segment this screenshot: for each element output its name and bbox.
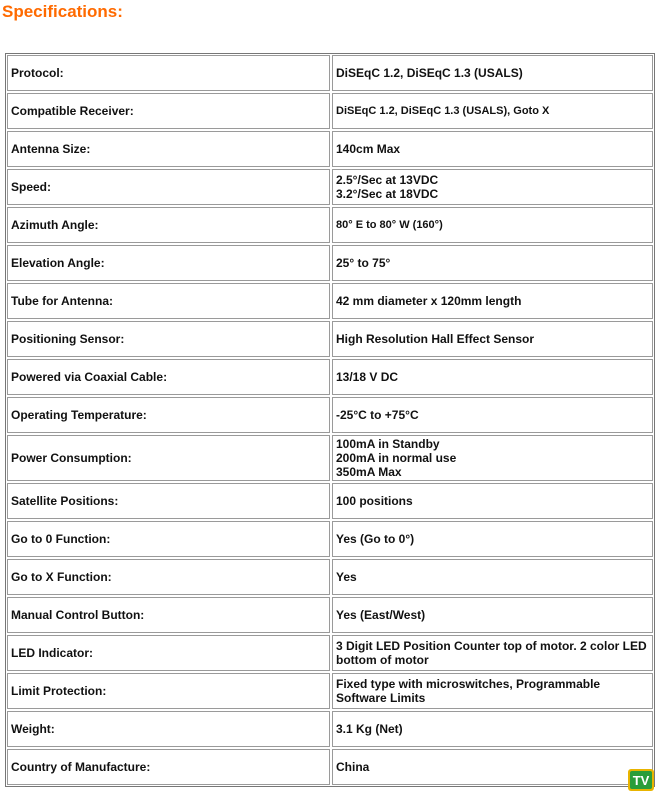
table-row bbox=[7, 283, 653, 319]
spec-label: Powered via Coaxial Cable: bbox=[7, 359, 330, 395]
spec-label: Protocol: bbox=[7, 55, 330, 91]
spec-label: Country of Manufacture: bbox=[7, 749, 330, 785]
table-row bbox=[7, 397, 653, 433]
table-row bbox=[7, 635, 653, 671]
spec-value: Yes bbox=[332, 559, 653, 595]
spec-label: Antenna Size: bbox=[7, 131, 330, 167]
spec-label: Azimuth Angle: bbox=[7, 207, 330, 243]
spec-label: LED Indicator: bbox=[7, 635, 330, 671]
tv-logo-watermark bbox=[627, 768, 655, 792]
spec-label: Operating Temperature: bbox=[7, 397, 330, 433]
spec-value: Fixed type with microswitches, Programmable Software Limits bbox=[332, 673, 653, 709]
spec-value: High Resolution Hall Effect Sensor bbox=[332, 321, 653, 357]
spec-label: Weight: bbox=[7, 711, 330, 747]
spec-value: Yes (Go to 0°) bbox=[332, 521, 653, 557]
spec-value: 3.1 Kg (Net) bbox=[332, 711, 653, 747]
spec-label: Tube for Antenna: bbox=[7, 283, 330, 319]
spec-value: 140cm Max bbox=[332, 131, 653, 167]
spec-value: 80° E to 80° W (160°) bbox=[332, 207, 653, 243]
table-row bbox=[7, 321, 653, 357]
page-title: Specifications: bbox=[2, 2, 123, 21]
table-row bbox=[7, 169, 653, 205]
spec-label: Speed: bbox=[7, 169, 330, 205]
spec-label: Go to X Function: bbox=[7, 559, 330, 595]
tv-logo-icon bbox=[627, 768, 655, 792]
spec-value: 3 Digit LED Position Counter top of motor. 2 color LED bottom of motor bbox=[332, 635, 653, 671]
tv-logo-text: TV bbox=[632, 773, 650, 788]
spec-label: Go to 0 Function: bbox=[7, 521, 330, 557]
spec-label: Compatible Receiver: bbox=[7, 93, 330, 129]
spec-label: Manual Control Button: bbox=[7, 597, 330, 633]
table-row bbox=[7, 359, 653, 395]
table-row bbox=[7, 435, 653, 481]
table-row bbox=[7, 749, 653, 785]
table-row bbox=[7, 673, 653, 709]
table-row bbox=[7, 93, 653, 129]
specifications-table bbox=[5, 53, 655, 787]
table-row bbox=[7, 55, 653, 91]
spec-value: DiSEqC 1.2, DiSEqC 1.3 (USALS), Goto X bbox=[332, 93, 653, 129]
spec-value: 25° to 75° bbox=[332, 245, 653, 281]
spec-value: 2.5°/Sec at 13VDC 3.2°/Sec at 18VDC bbox=[332, 169, 653, 205]
spec-value: 100 positions bbox=[332, 483, 653, 519]
table-row bbox=[7, 597, 653, 633]
table-row bbox=[7, 521, 653, 557]
table-row bbox=[7, 559, 653, 595]
table-row bbox=[7, 245, 653, 281]
spec-label: Limit Protection: bbox=[7, 673, 330, 709]
spec-label: Satellite Positions: bbox=[7, 483, 330, 519]
table-row bbox=[7, 207, 653, 243]
spec-value: Yes (East/West) bbox=[332, 597, 653, 633]
spec-label: Power Consumption: bbox=[7, 435, 330, 481]
table-row bbox=[7, 483, 653, 519]
spec-value: 100mA in Standby 200mA in normal use 350mA Max bbox=[332, 435, 653, 481]
spec-label: Positioning Sensor: bbox=[7, 321, 330, 357]
table-row bbox=[7, 711, 653, 747]
spec-value: 42 mm diameter x 120mm length bbox=[332, 283, 653, 319]
spec-value: -25°C to +75°C bbox=[332, 397, 653, 433]
spec-value: China bbox=[332, 749, 653, 785]
table-row bbox=[7, 131, 653, 167]
spec-value: 13/18 V DC bbox=[332, 359, 653, 395]
spec-label: Elevation Angle: bbox=[7, 245, 330, 281]
spec-value: DiSEqC 1.2, DiSEqC 1.3 (USALS) bbox=[332, 55, 653, 91]
